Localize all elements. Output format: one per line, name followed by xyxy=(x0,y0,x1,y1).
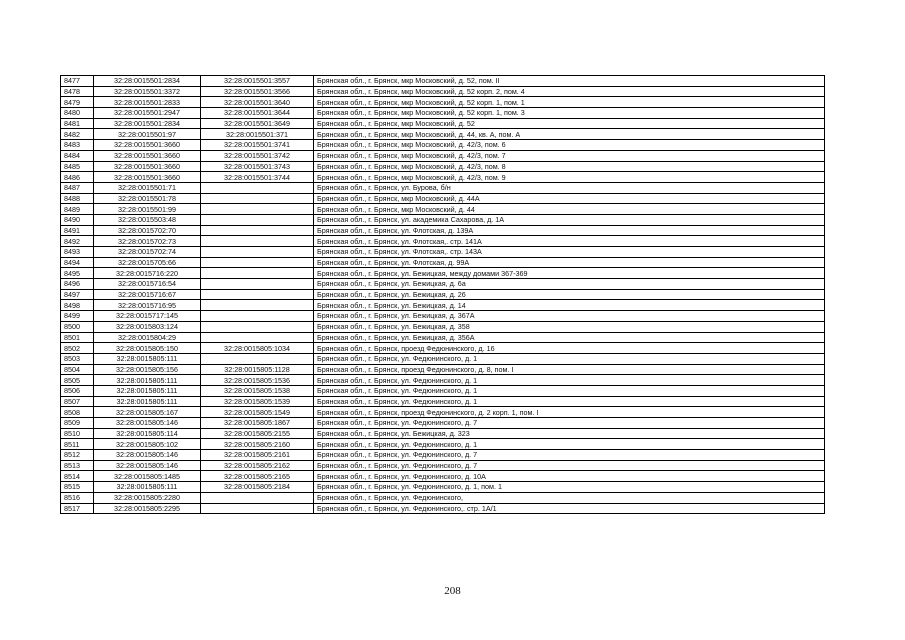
cadastral-number-cell: 32:28:0015805:111 xyxy=(94,396,201,407)
table-row xyxy=(61,503,825,514)
building-cadastral-number-cell xyxy=(201,225,314,236)
table-row xyxy=(61,311,825,322)
building-cadastral-number-cell xyxy=(201,300,314,311)
table-row xyxy=(61,300,825,311)
address-cell: Брянская обл., г. Брянск, ул. Флотская, д. 99А xyxy=(314,257,825,268)
address-cell: Брянская обл., г. Брянск, ул. Бежицкая, между домами 367-369 xyxy=(314,268,825,279)
row-number-cell: 8496 xyxy=(61,279,94,290)
building-cadastral-number-cell: 32:28:0015501:3744 xyxy=(201,172,314,183)
row-number-cell: 8490 xyxy=(61,214,94,225)
cadastral-number-cell: 32:28:0015501:78 xyxy=(94,193,201,204)
building-cadastral-number-cell xyxy=(201,257,314,268)
row-number-cell: 8510 xyxy=(61,428,94,439)
building-cadastral-number-cell: 32:28:0015501:3566 xyxy=(201,86,314,97)
table-row xyxy=(61,129,825,140)
row-number-cell: 8488 xyxy=(61,193,94,204)
row-number-cell: 8494 xyxy=(61,257,94,268)
row-number-cell: 8485 xyxy=(61,161,94,172)
building-cadastral-number-cell: 32:28:0015805:2155 xyxy=(201,428,314,439)
cadastral-number-cell: 32:28:0015804:29 xyxy=(94,332,201,343)
building-cadastral-number-cell xyxy=(201,214,314,225)
table-row xyxy=(61,396,825,407)
address-cell: Брянская обл., г. Брянск, мкр Московский, д. 42/3, пом. 6 xyxy=(314,140,825,151)
address-cell: Брянская обл., г. Брянск, мкр Московский, д. 44, кв. А, пом. А xyxy=(314,129,825,140)
cadastral-number-cell: 32:28:0015805:146 xyxy=(94,450,201,461)
cadastral-number-cell: 32:28:0015805:2280 xyxy=(94,492,201,503)
address-cell: Брянская обл., г. Брянск, ул. Федюнинского, д. 1 xyxy=(314,353,825,364)
row-number-cell: 8482 xyxy=(61,129,94,140)
building-cadastral-number-cell xyxy=(201,321,314,332)
table-row xyxy=(61,140,825,151)
address-cell: Брянская обл., г. Брянск, ул. Федюнинского, д. 7 xyxy=(314,450,825,461)
building-cadastral-number-cell xyxy=(201,268,314,279)
building-cadastral-number-cell: 32:28:0015805:1034 xyxy=(201,343,314,354)
row-number-cell: 8503 xyxy=(61,353,94,364)
table-row xyxy=(61,460,825,471)
cadastral-number-cell: 32:28:0015501:3660 xyxy=(94,140,201,151)
cadastral-number-cell: 32:28:0015501:3660 xyxy=(94,150,201,161)
address-cell: Брянская обл., г. Брянск, ул. Бежицкая, д. 323 xyxy=(314,428,825,439)
table-row xyxy=(61,257,825,268)
cadastral-number-cell: 32:28:0015805:150 xyxy=(94,343,201,354)
building-cadastral-number-cell: 32:28:0015501:3649 xyxy=(201,118,314,129)
address-cell: Брянская обл., г. Брянск, мкр Московский, д. 52, пом. II xyxy=(314,76,825,87)
building-cadastral-number-cell: 32:28:0015805:1538 xyxy=(201,385,314,396)
cadastral-number-cell: 32:28:0015702:70 xyxy=(94,225,201,236)
address-cell: Брянская обл., г. Брянск, ул. Федюнинского,. стр. 1А/1 xyxy=(314,503,825,514)
cadastral-number-cell: 32:28:0015805:2295 xyxy=(94,503,201,514)
table-row xyxy=(61,482,825,493)
cadastral-number-cell: 32:28:0015717:145 xyxy=(94,311,201,322)
building-cadastral-number-cell: 32:28:0015805:2165 xyxy=(201,471,314,482)
address-cell: Брянская обл., г. Брянск, мкр Московский, д. 42/3, пом. 7 xyxy=(314,150,825,161)
table-row xyxy=(61,214,825,225)
building-cadastral-number-cell xyxy=(201,332,314,343)
building-cadastral-number-cell: 32:28:0015805:1549 xyxy=(201,407,314,418)
registry-table-body xyxy=(61,76,825,514)
row-number-cell: 8515 xyxy=(61,482,94,493)
building-cadastral-number-cell xyxy=(201,182,314,193)
table-row xyxy=(61,279,825,290)
table-row xyxy=(61,247,825,258)
table-row xyxy=(61,332,825,343)
page-number: 208 xyxy=(444,585,461,597)
building-cadastral-number-cell: 32:28:0015805:2160 xyxy=(201,439,314,450)
row-number-cell: 8483 xyxy=(61,140,94,151)
cadastral-number-cell: 32:28:0015805:146 xyxy=(94,418,201,429)
table-row xyxy=(61,193,825,204)
cadastral-number-cell: 32:28:0015702:73 xyxy=(94,236,201,247)
cadastral-number-cell: 32:28:0015501:2834 xyxy=(94,118,201,129)
address-cell: Брянская обл., г. Брянск, ул. Федюнинского, д. 1 xyxy=(314,396,825,407)
building-cadastral-number-cell xyxy=(201,289,314,300)
building-cadastral-number-cell: 32:28:0015805:2184 xyxy=(201,482,314,493)
row-number-cell: 8492 xyxy=(61,236,94,247)
building-cadastral-number-cell xyxy=(201,311,314,322)
row-number-cell: 8497 xyxy=(61,289,94,300)
cadastral-number-cell: 32:28:0015805:111 xyxy=(94,385,201,396)
cadastral-number-cell: 32:28:0015501:3372 xyxy=(94,86,201,97)
building-cadastral-number-cell: 32:28:0015805:2162 xyxy=(201,460,314,471)
cadastral-number-cell: 32:28:0015805:146 xyxy=(94,460,201,471)
row-number-cell: 8498 xyxy=(61,300,94,311)
table-row xyxy=(61,343,825,354)
table-row xyxy=(61,76,825,87)
building-cadastral-number-cell xyxy=(201,279,314,290)
address-cell: Брянская обл., г. Брянск, ул. Федюнинского, д. 7 xyxy=(314,418,825,429)
table-row xyxy=(61,161,825,172)
address-cell: Брянская обл., г. Брянск, ул. Федюнинского, д. 7 xyxy=(314,460,825,471)
row-number-cell: 8481 xyxy=(61,118,94,129)
address-cell: Брянская обл., г. Брянск, мкр Московский, д. 52 корп. 1, пом. 3 xyxy=(314,108,825,119)
building-cadastral-number-cell: 32:28:0015501:3644 xyxy=(201,108,314,119)
table-row xyxy=(61,150,825,161)
building-cadastral-number-cell: 32:28:0015501:3742 xyxy=(201,150,314,161)
building-cadastral-number-cell xyxy=(201,247,314,258)
address-cell: Брянская обл., г. Брянск, проезд Федюнинского, д. 2 корп. 1, пом. I xyxy=(314,407,825,418)
address-cell: Брянская обл., г. Брянск, мкр Московский, д. 52 xyxy=(314,118,825,129)
building-cadastral-number-cell: 32:28:0015805:1867 xyxy=(201,418,314,429)
table-row xyxy=(61,108,825,119)
table-row xyxy=(61,407,825,418)
address-cell: Брянская обл., г. Брянск, ул. Федюнинского, д. 1 xyxy=(314,385,825,396)
address-cell: Брянская обл., г. Брянск, ул. Федюнинского, д. 1, пом. 1 xyxy=(314,482,825,493)
cadastral-number-cell: 32:28:0015503:48 xyxy=(94,214,201,225)
building-cadastral-number-cell xyxy=(201,503,314,514)
building-cadastral-number-cell: 32:28:0015805:1539 xyxy=(201,396,314,407)
address-cell: Брянская обл., г. Брянск, ул. Бежицкая, д. 358 xyxy=(314,321,825,332)
cadastral-number-cell: 32:28:0015716:95 xyxy=(94,300,201,311)
table-row xyxy=(61,439,825,450)
address-cell: Брянская обл., г. Брянск, ул. Федюнинского, д. 1 xyxy=(314,439,825,450)
building-cadastral-number-cell xyxy=(201,204,314,215)
row-number-cell: 8495 xyxy=(61,268,94,279)
row-number-cell: 8512 xyxy=(61,450,94,461)
cadastral-number-cell: 32:28:0015501:2834 xyxy=(94,76,201,87)
row-number-cell: 8509 xyxy=(61,418,94,429)
address-cell: Брянская обл., г. Брянск, мкр Московский, д. 42/3, пом. 8 xyxy=(314,161,825,172)
row-number-cell: 8507 xyxy=(61,396,94,407)
registry-table xyxy=(60,75,825,514)
cadastral-number-cell: 32:28:0015805:111 xyxy=(94,375,201,386)
cadastral-number-cell: 32:28:0015702:74 xyxy=(94,247,201,258)
row-number-cell: 8513 xyxy=(61,460,94,471)
address-cell: Брянская обл., г. Брянск, ул. Бурова, б/н xyxy=(314,182,825,193)
row-number-cell: 8493 xyxy=(61,247,94,258)
table-row xyxy=(61,321,825,332)
row-number-cell: 8504 xyxy=(61,364,94,375)
row-number-cell: 8508 xyxy=(61,407,94,418)
table-row xyxy=(61,225,825,236)
address-cell: Брянская обл., г. Брянск, ул. Бежицкая, д. 356А xyxy=(314,332,825,343)
table-row xyxy=(61,353,825,364)
building-cadastral-number-cell: 32:28:0015805:1128 xyxy=(201,364,314,375)
address-cell: Брянская обл., г. Брянск, ул. Бежицкая, д. 6а xyxy=(314,279,825,290)
building-cadastral-number-cell: 32:28:0015501:3743 xyxy=(201,161,314,172)
address-cell: Брянская обл., г. Брянск, мкр Московский, д. 52 корп. 2, пом. 4 xyxy=(314,86,825,97)
address-cell: Брянская обл., г. Брянск, ул. Бежицкая, д. 367А xyxy=(314,311,825,322)
building-cadastral-number-cell: 32:28:0015805:1536 xyxy=(201,375,314,386)
table-row xyxy=(61,268,825,279)
table-row xyxy=(61,364,825,375)
table-row xyxy=(61,375,825,386)
address-cell: Брянская обл., г. Брянск, ул. Бежицкая, д. 14 xyxy=(314,300,825,311)
address-cell: Брянская обл., г. Брянск, мкр Московский, д. 42/3, пом. 9 xyxy=(314,172,825,183)
address-cell: Брянская обл., г. Брянск, ул. Федюнинского, д. 1 xyxy=(314,375,825,386)
building-cadastral-number-cell: 32:28:0015501:3640 xyxy=(201,97,314,108)
table-row xyxy=(61,182,825,193)
address-cell: Брянская обл., г. Брянск, мкр Московский, д. 44 xyxy=(314,204,825,215)
cadastral-number-cell: 32:28:0015805:111 xyxy=(94,482,201,493)
cadastral-number-cell: 32:28:0015501:3660 xyxy=(94,161,201,172)
cadastral-number-cell: 32:28:0015501:99 xyxy=(94,204,201,215)
building-cadastral-number-cell xyxy=(201,193,314,204)
cadastral-number-cell: 32:28:0015705:66 xyxy=(94,257,201,268)
cadastral-number-cell: 32:28:0015716:54 xyxy=(94,279,201,290)
cadastral-number-cell: 32:28:0015501:97 xyxy=(94,129,201,140)
table-row xyxy=(61,385,825,396)
building-cadastral-number-cell xyxy=(201,492,314,503)
address-cell: Брянская обл., г. Брянск, ул. Федюнинского, xyxy=(314,492,825,503)
table-row xyxy=(61,172,825,183)
row-number-cell: 8486 xyxy=(61,172,94,183)
row-number-cell: 8477 xyxy=(61,76,94,87)
row-number-cell: 8506 xyxy=(61,385,94,396)
table-row xyxy=(61,118,825,129)
address-cell: Брянская обл., г. Брянск, ул. Флотская,. стр. 141А xyxy=(314,236,825,247)
cadastral-number-cell: 32:28:0015803:124 xyxy=(94,321,201,332)
address-cell: Брянская обл., г. Брянск, ул. академика Сахарова, д. 1А xyxy=(314,214,825,225)
cadastral-number-cell: 32:28:0015805:167 xyxy=(94,407,201,418)
cadastral-number-cell: 32:28:0015716:220 xyxy=(94,268,201,279)
cadastral-number-cell: 32:28:0015501:2947 xyxy=(94,108,201,119)
table-row xyxy=(61,428,825,439)
row-number-cell: 8500 xyxy=(61,321,94,332)
table-row xyxy=(61,86,825,97)
row-number-cell: 8484 xyxy=(61,150,94,161)
row-number-cell: 8501 xyxy=(61,332,94,343)
table-row xyxy=(61,471,825,482)
table-row xyxy=(61,97,825,108)
address-cell: Брянская обл., г. Брянск, мкр Московский, д. 52 корп. 1, пом. 1 xyxy=(314,97,825,108)
table-row xyxy=(61,289,825,300)
address-cell: Брянская обл., г. Брянск, ул. Федюнинского, д. 10А xyxy=(314,471,825,482)
row-number-cell: 8505 xyxy=(61,375,94,386)
address-cell: Брянская обл., г. Брянск, ул. Флотская,. стр. 143А xyxy=(314,247,825,258)
row-number-cell: 8516 xyxy=(61,492,94,503)
cadastral-number-cell: 32:28:0015805:114 xyxy=(94,428,201,439)
row-number-cell: 8479 xyxy=(61,97,94,108)
row-number-cell: 8499 xyxy=(61,311,94,322)
table-row xyxy=(61,236,825,247)
cadastral-number-cell: 32:28:0015805:156 xyxy=(94,364,201,375)
table-row xyxy=(61,492,825,503)
address-cell: Брянская обл., г. Брянск, мкр Московский, д. 44А xyxy=(314,193,825,204)
building-cadastral-number-cell: 32:28:0015501:371 xyxy=(201,129,314,140)
building-cadastral-number-cell: 32:28:0015501:3741 xyxy=(201,140,314,151)
cadastral-number-cell: 32:28:0015501:2833 xyxy=(94,97,201,108)
building-cadastral-number-cell xyxy=(201,236,314,247)
cadastral-number-cell: 32:28:0015501:71 xyxy=(94,182,201,193)
row-number-cell: 8502 xyxy=(61,343,94,354)
building-cadastral-number-cell: 32:28:0015805:2161 xyxy=(201,450,314,461)
address-cell: Брянская обл., г. Брянск, проезд Федюнинского, д. 16 xyxy=(314,343,825,354)
address-cell: Брянская обл., г. Брянск, ул. Флотская, д. 139А xyxy=(314,225,825,236)
row-number-cell: 8480 xyxy=(61,108,94,119)
row-number-cell: 8511 xyxy=(61,439,94,450)
row-number-cell: 8491 xyxy=(61,225,94,236)
cadastral-number-cell: 32:28:0015805:1485 xyxy=(94,471,201,482)
cadastral-number-cell: 32:28:0015501:3660 xyxy=(94,172,201,183)
row-number-cell: 8489 xyxy=(61,204,94,215)
building-cadastral-number-cell: 32:28:0015501:3557 xyxy=(201,76,314,87)
row-number-cell: 8487 xyxy=(61,182,94,193)
row-number-cell: 8514 xyxy=(61,471,94,482)
address-cell: Брянская обл., г. Брянск, проезд Федюнинского, д. 8, пом. I xyxy=(314,364,825,375)
table-row xyxy=(61,450,825,461)
row-number-cell: 8478 xyxy=(61,86,94,97)
row-number-cell: 8517 xyxy=(61,503,94,514)
cadastral-number-cell: 32:28:0015716:67 xyxy=(94,289,201,300)
cadastral-number-cell: 32:28:0015805:111 xyxy=(94,353,201,364)
table-row xyxy=(61,204,825,215)
cadastral-number-cell: 32:28:0015805:102 xyxy=(94,439,201,450)
address-cell: Брянская обл., г. Брянск, ул. Бежицкая, д. 26 xyxy=(314,289,825,300)
table-row xyxy=(61,418,825,429)
building-cadastral-number-cell xyxy=(201,353,314,364)
